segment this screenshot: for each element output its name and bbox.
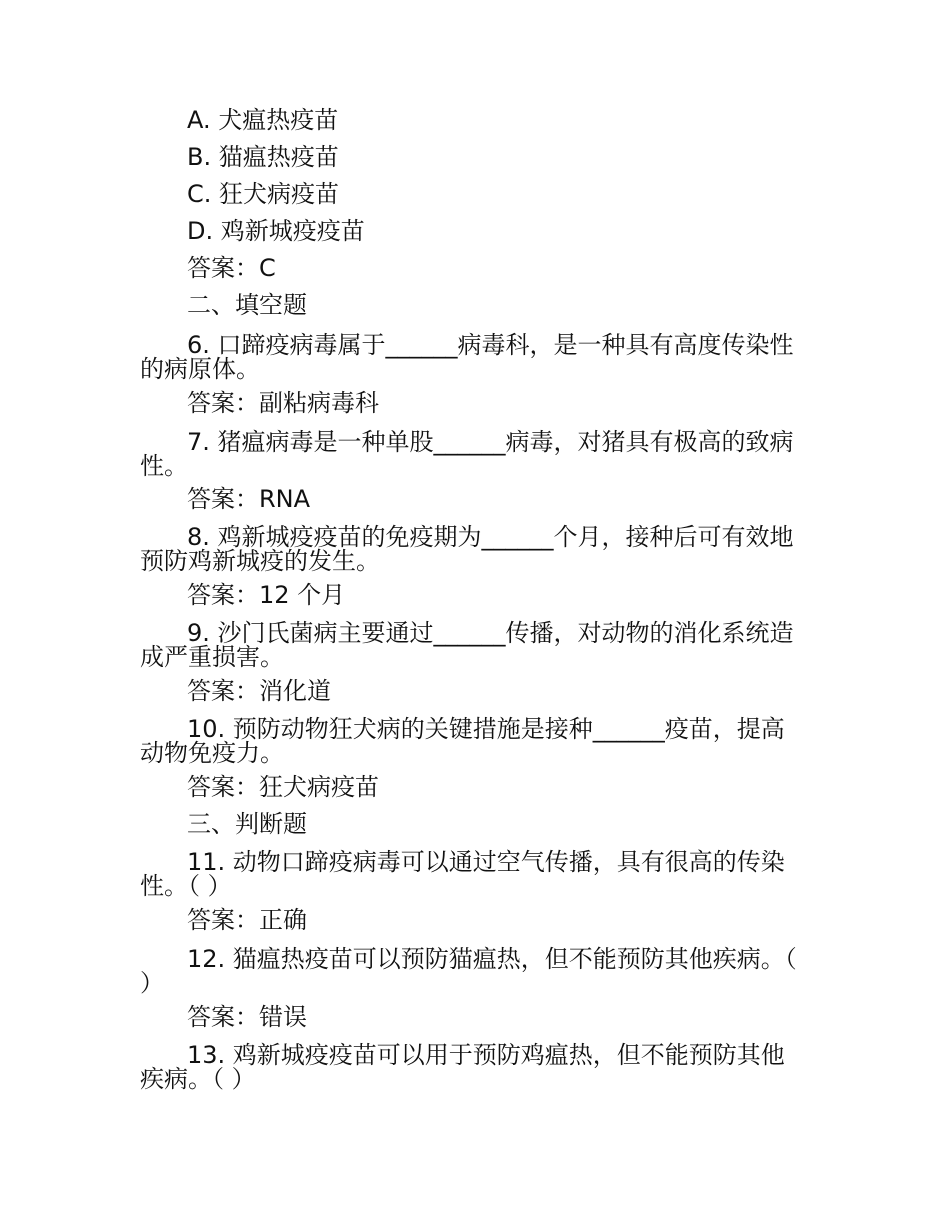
option-c: C. 狂犬病疫苗 [187, 180, 340, 208]
answer-12: 答案：错误 [187, 1003, 307, 1031]
question-12: 12. 猫瘟热疫苗可以预防猫瘟热，但不能预防其他疾病。（ ） [140, 945, 797, 997]
question-10: 10. 预防动物狂犬病的关键措施是接种______疫苗，提高动物免疫力。 [140, 715, 785, 767]
section-title-true-false: 三、判断题 [187, 810, 307, 838]
option-a: A. 犬瘟热疫苗 [187, 106, 339, 134]
question-6: 6. 口蹄疫病毒属于______病毒科，是一种具有高度传染性的病原体。 [140, 331, 794, 383]
answer-7: 答案：RNA [187, 485, 311, 513]
answer-8: 答案：12 个月 [187, 581, 346, 609]
option-d: D. 鸡新城疫疫苗 [187, 217, 365, 245]
answer-5: 答案：C [187, 254, 276, 282]
section-title-fill-in: 二、填空题 [187, 291, 307, 319]
question-8: 8. 鸡新城疫疫苗的免疫期为______个月，接种后可有效地预防鸡新城疫的发生。 [140, 523, 794, 575]
question-9: 9. 沙门氏菌病主要通过______传播，对动物的消化系统造成严重损害。 [140, 619, 794, 671]
answer-6: 答案：副粘病毒科 [187, 389, 379, 417]
answer-11: 答案：正确 [187, 906, 307, 934]
answer-10: 答案：狂犬病疫苗 [187, 773, 379, 801]
answer-9: 答案：消化道 [187, 677, 331, 705]
question-11: 11. 动物口蹄疫病毒可以通过空气传播，具有很高的传染性。（ ） [140, 848, 785, 900]
question-7: 7. 猪瘟病毒是一种单股______病毒，对猪具有极高的致病性。 [140, 428, 794, 480]
question-13: 13. 鸡新城疫疫苗可以用于预防鸡瘟热，但不能预防其他疾病。（ ） [140, 1041, 785, 1093]
option-b: B. 猫瘟热疫苗 [187, 143, 339, 171]
